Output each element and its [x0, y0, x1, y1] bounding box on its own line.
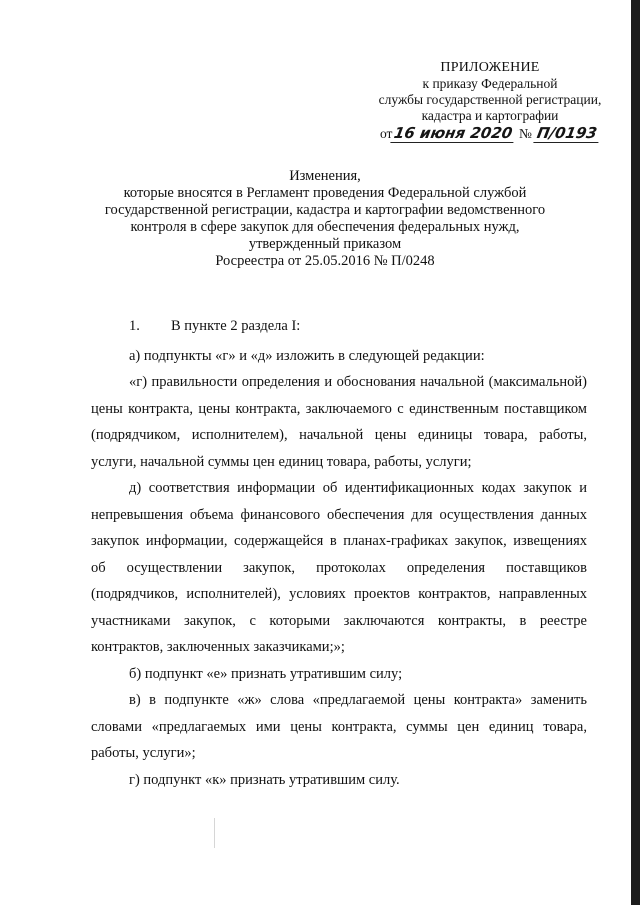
order-date-number-line — [380, 124, 600, 146]
from-label: от — [379, 126, 393, 141]
appendix-line-1: к приказу Федеральной — [422, 76, 558, 91]
subitem-a: а) подпункты «г» и «д» изложить в следующей редакции: — [129, 347, 485, 364]
title-line-6: Росреестра от 25.05.2016 № П/0248 — [215, 253, 435, 269]
item-1-number: 1. — [129, 318, 140, 334]
paragraph-g: «г) правильности определения и обоснования начальной (максимальной) цены контракта, цены контракта, заключаемого с единственным поставщиком (подрядчиком, исполнителем), начальной цены единицы товара, работы, услуги, начальной суммы цен единиц товара, работы, услуги; — [91, 374, 587, 470]
paragraph-d: д) соответствия информации об идентификационных кодах закупок и непревышения объема финансового обеспечения для осуществления данных закупок информации, содержащейся в планах-графиках закупок, извещениях об осуществлении закупок, протоколах определения поставщиков (подрядчиков, исполнителей), условиях проектов контрактов, направленных участниками закупок, с которыми заключаются контракты, в реестре контрактов, заключенных заказчиками;»; — [91, 480, 587, 655]
handwritten-order-number: П/0193 — [534, 124, 602, 143]
appendix-line-3: кадастра и картографии — [421, 108, 559, 123]
subitem-g: г) подпункт «к» признать утратившим силу. — [129, 771, 400, 788]
title-line-5: утвержденный приказом — [248, 236, 402, 252]
title-line-3: государственной регистрации, кадастра и картографии ведомственного — [104, 202, 546, 218]
title-line-4: контроля в сфере закупок для обеспечения федеральных нужд, — [130, 219, 520, 235]
scan-edge — [631, 0, 640, 905]
subitem-b: б) подпункт «е» признать утратившим силу; — [129, 665, 403, 682]
title-line-1: Изменения, — [289, 168, 361, 184]
handwritten-date: 16 июня 2020 — [391, 124, 518, 143]
scan-artifact — [214, 818, 215, 848]
appendix-heading: ПРИЛОЖЕНИЕ — [440, 60, 540, 75]
item-1 — [91, 313, 587, 340]
title-line-2: которые вносятся в Регламент проведения Федеральной службой — [123, 185, 527, 201]
document-body — [91, 313, 587, 793]
document-title — [90, 168, 560, 270]
appendix-header — [370, 60, 610, 146]
item-1-text: В пункте 2 раздела I: — [171, 318, 301, 334]
number-label: № — [518, 126, 532, 141]
subitem-v: в) в подпункте «ж» слова «предлагаемой цены контракта» заменить словами «предлагаемых ими цены контракта, суммы цен единиц товара, работы, услуги»; — [91, 692, 587, 761]
appendix-line-2: службы государственной регистрации, — [378, 92, 602, 107]
